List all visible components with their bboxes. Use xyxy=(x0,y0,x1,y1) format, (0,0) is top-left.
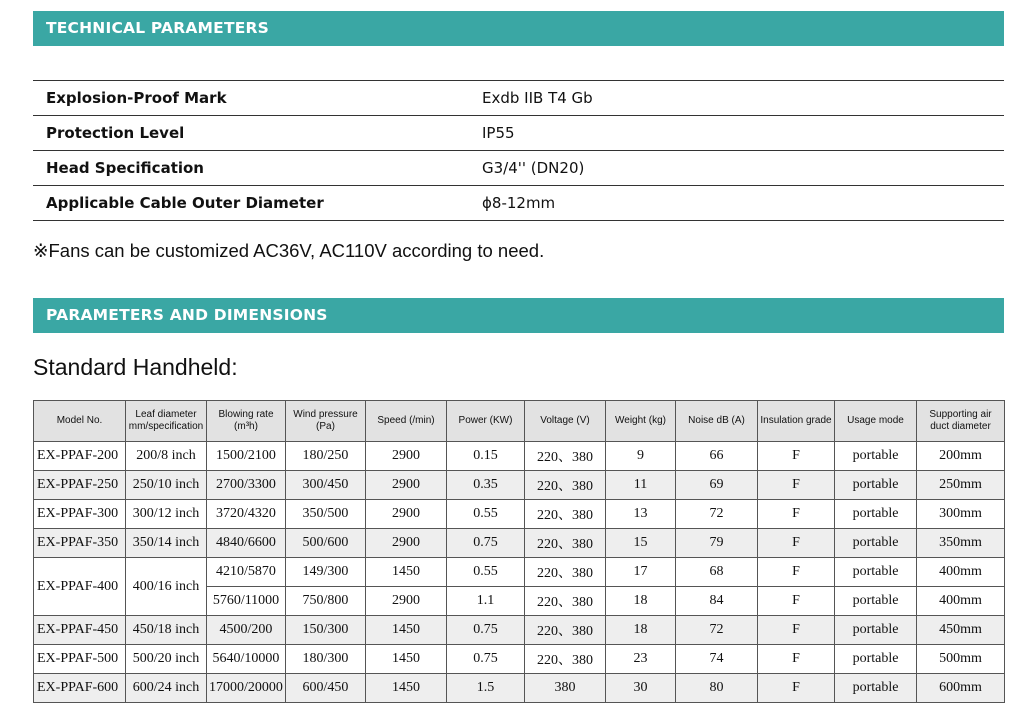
voltage-cell: 220、380 xyxy=(525,471,606,500)
spec-key: Applicable Cable Outer Diameter xyxy=(46,194,324,212)
voltage-cell: 220、380 xyxy=(525,442,606,471)
wind-pressure-cell: 149/300 xyxy=(286,558,366,587)
spec-row xyxy=(33,116,1004,151)
blowing-rate-cell: 4210/5870 xyxy=(207,558,286,587)
column-header: Weight (kg) xyxy=(606,401,676,442)
column-header: Blowing rate (m³h) xyxy=(207,401,286,442)
duct-diameter-cell: 450mm xyxy=(917,616,1005,645)
speed-cell: 2900 xyxy=(366,471,447,500)
section-banner-parameters-dimensions: PARAMETERS AND DIMENSIONS xyxy=(33,298,1004,333)
weight-cell: 13 xyxy=(606,500,676,529)
blowing-rate-cell: 3720/4320 xyxy=(207,500,286,529)
weight-cell: 18 xyxy=(606,587,676,616)
blowing-rate-cell: 5760/11000 xyxy=(207,587,286,616)
duct-diameter-cell: 400mm xyxy=(917,558,1005,587)
wind-pressure-cell: 500/600 xyxy=(286,529,366,558)
spec-key: Protection Level xyxy=(46,124,185,142)
column-header: Model No. xyxy=(34,401,126,442)
model-cell: EX-PPAF-300 xyxy=(34,500,126,529)
spec-value: ϕ8-12mm xyxy=(482,194,556,212)
speed-cell: 2900 xyxy=(366,442,447,471)
duct-diameter-cell: 200mm xyxy=(917,442,1005,471)
wind-pressure-cell: 350/500 xyxy=(286,500,366,529)
insulation-grade-cell: F xyxy=(758,616,835,645)
blowing-rate-cell: 5640/10000 xyxy=(207,645,286,674)
usage-mode-cell: portable xyxy=(835,674,917,703)
leaf-diameter-cell: 200/8 inch xyxy=(126,442,207,471)
power-cell: 0.75 xyxy=(447,529,525,558)
voltage-cell: 220、380 xyxy=(525,500,606,529)
noise-cell: 84 xyxy=(676,587,758,616)
voltage-cell: 220、380 xyxy=(525,587,606,616)
leaf-diameter-cell: 400/16 inch xyxy=(126,558,207,616)
leaf-diameter-cell: 600/24 inch xyxy=(126,674,207,703)
spec-key: Explosion-Proof Mark xyxy=(46,89,227,107)
power-cell: 1.5 xyxy=(447,674,525,703)
voltage-cell: 220、380 xyxy=(525,645,606,674)
model-cell: EX-PPAF-500 xyxy=(34,645,126,674)
speed-cell: 1450 xyxy=(366,616,447,645)
usage-mode-cell: portable xyxy=(835,442,917,471)
usage-mode-cell: portable xyxy=(835,616,917,645)
voltage-cell: 380 xyxy=(525,674,606,703)
column-header: Wind pressure (Pa) xyxy=(286,401,366,442)
insulation-grade-cell: F xyxy=(758,529,835,558)
insulation-grade-cell: F xyxy=(758,674,835,703)
table-row xyxy=(34,616,1005,645)
weight-cell: 15 xyxy=(606,529,676,558)
noise-cell: 72 xyxy=(676,500,758,529)
noise-cell: 66 xyxy=(676,442,758,471)
model-cell: EX-PPAF-250 xyxy=(34,471,126,500)
leaf-diameter-cell: 500/20 inch xyxy=(126,645,207,674)
duct-diameter-cell: 250mm xyxy=(917,471,1005,500)
spec-row xyxy=(33,81,1004,116)
noise-cell: 79 xyxy=(676,529,758,558)
table-row xyxy=(34,500,1005,529)
noise-cell: 68 xyxy=(676,558,758,587)
power-cell: 1.1 xyxy=(447,587,525,616)
column-header: Voltage (V) xyxy=(525,401,606,442)
column-header: Leaf diameter mm/specification xyxy=(126,401,207,442)
blowing-rate-cell: 1500/2100 xyxy=(207,442,286,471)
weight-cell: 9 xyxy=(606,442,676,471)
spec-table xyxy=(33,80,1004,221)
power-cell: 0.75 xyxy=(447,616,525,645)
leaf-diameter-cell: 350/14 inch xyxy=(126,529,207,558)
power-cell: 0.15 xyxy=(447,442,525,471)
blowing-rate-cell: 4840/6600 xyxy=(207,529,286,558)
speed-cell: 2900 xyxy=(366,529,447,558)
speed-cell: 1450 xyxy=(366,558,447,587)
customization-note: ※Fans can be customized AC36V, AC110V according to need. xyxy=(33,240,545,261)
wind-pressure-cell: 180/250 xyxy=(286,442,366,471)
usage-mode-cell: portable xyxy=(835,500,917,529)
model-cell: EX-PPAF-350 xyxy=(34,529,126,558)
blowing-rate-cell: 17000/20000 xyxy=(207,674,286,703)
table-row xyxy=(34,674,1005,703)
duct-diameter-cell: 350mm xyxy=(917,529,1005,558)
usage-mode-cell: portable xyxy=(835,645,917,674)
table-row xyxy=(34,529,1005,558)
insulation-grade-cell: F xyxy=(758,587,835,616)
duct-diameter-cell: 400mm xyxy=(917,587,1005,616)
speed-cell: 1450 xyxy=(366,645,447,674)
speed-cell: 1450 xyxy=(366,674,447,703)
wind-pressure-cell: 750/800 xyxy=(286,587,366,616)
insulation-grade-cell: F xyxy=(758,645,835,674)
column-header: Supporting air duct diameter xyxy=(917,401,1005,442)
power-cell: 0.55 xyxy=(447,500,525,529)
power-cell: 0.35 xyxy=(447,471,525,500)
wind-pressure-cell: 300/450 xyxy=(286,471,366,500)
weight-cell: 17 xyxy=(606,558,676,587)
usage-mode-cell: portable xyxy=(835,558,917,587)
voltage-cell: 220、380 xyxy=(525,558,606,587)
insulation-grade-cell: F xyxy=(758,558,835,587)
model-cell: EX-PPAF-450 xyxy=(34,616,126,645)
model-cell: EX-PPAF-200 xyxy=(34,442,126,471)
section-banner-technical-parameters: TECHNICAL PARAMETERS xyxy=(33,11,1004,46)
column-header: Insulation grade xyxy=(758,401,835,442)
insulation-grade-cell: F xyxy=(758,471,835,500)
column-header: Noise dB (A) xyxy=(676,401,758,442)
model-cell: EX-PPAF-400 xyxy=(34,558,126,616)
insulation-grade-cell: F xyxy=(758,442,835,471)
speed-cell: 2900 xyxy=(366,500,447,529)
subtitle: Standard Handheld: xyxy=(33,354,238,380)
usage-mode-cell: portable xyxy=(835,587,917,616)
leaf-diameter-cell: 300/12 inch xyxy=(126,500,207,529)
wind-pressure-cell: 150/300 xyxy=(286,616,366,645)
wind-pressure-cell: 180/300 xyxy=(286,645,366,674)
noise-cell: 80 xyxy=(676,674,758,703)
power-cell: 0.75 xyxy=(447,645,525,674)
weight-cell: 11 xyxy=(606,471,676,500)
column-header: Speed (/min) xyxy=(366,401,447,442)
weight-cell: 23 xyxy=(606,645,676,674)
voltage-cell: 220、380 xyxy=(525,616,606,645)
speed-cell: 2900 xyxy=(366,587,447,616)
spec-value: IP55 xyxy=(482,124,515,142)
blowing-rate-cell: 2700/3300 xyxy=(207,471,286,500)
duct-diameter-cell: 600mm xyxy=(917,674,1005,703)
usage-mode-cell: portable xyxy=(835,471,917,500)
spec-row xyxy=(33,151,1004,186)
weight-cell: 18 xyxy=(606,616,676,645)
column-header: Usage mode xyxy=(835,401,917,442)
duct-diameter-cell: 300mm xyxy=(917,500,1005,529)
noise-cell: 72 xyxy=(676,616,758,645)
table-row xyxy=(34,442,1005,471)
insulation-grade-cell: F xyxy=(758,500,835,529)
table-row xyxy=(34,645,1005,674)
weight-cell: 30 xyxy=(606,674,676,703)
duct-diameter-cell: 500mm xyxy=(917,645,1005,674)
spec-value: Exdb IIB T4 Gb xyxy=(482,89,593,107)
spec-row xyxy=(33,186,1004,221)
spec-key: Head Specification xyxy=(46,159,204,177)
usage-mode-cell: portable xyxy=(835,529,917,558)
power-cell: 0.55 xyxy=(447,558,525,587)
voltage-cell: 220、380 xyxy=(525,529,606,558)
parameters-table xyxy=(33,400,1005,703)
table-row xyxy=(34,558,1005,587)
table-header-row xyxy=(34,401,1005,442)
model-cell: EX-PPAF-600 xyxy=(34,674,126,703)
leaf-diameter-cell: 250/10 inch xyxy=(126,471,207,500)
spec-value: G3/4'' (DN20) xyxy=(482,159,585,177)
table-row xyxy=(34,471,1005,500)
column-header: Power (KW) xyxy=(447,401,525,442)
blowing-rate-cell: 4500/200 xyxy=(207,616,286,645)
wind-pressure-cell: 600/450 xyxy=(286,674,366,703)
noise-cell: 74 xyxy=(676,645,758,674)
leaf-diameter-cell: 450/18 inch xyxy=(126,616,207,645)
noise-cell: 69 xyxy=(676,471,758,500)
